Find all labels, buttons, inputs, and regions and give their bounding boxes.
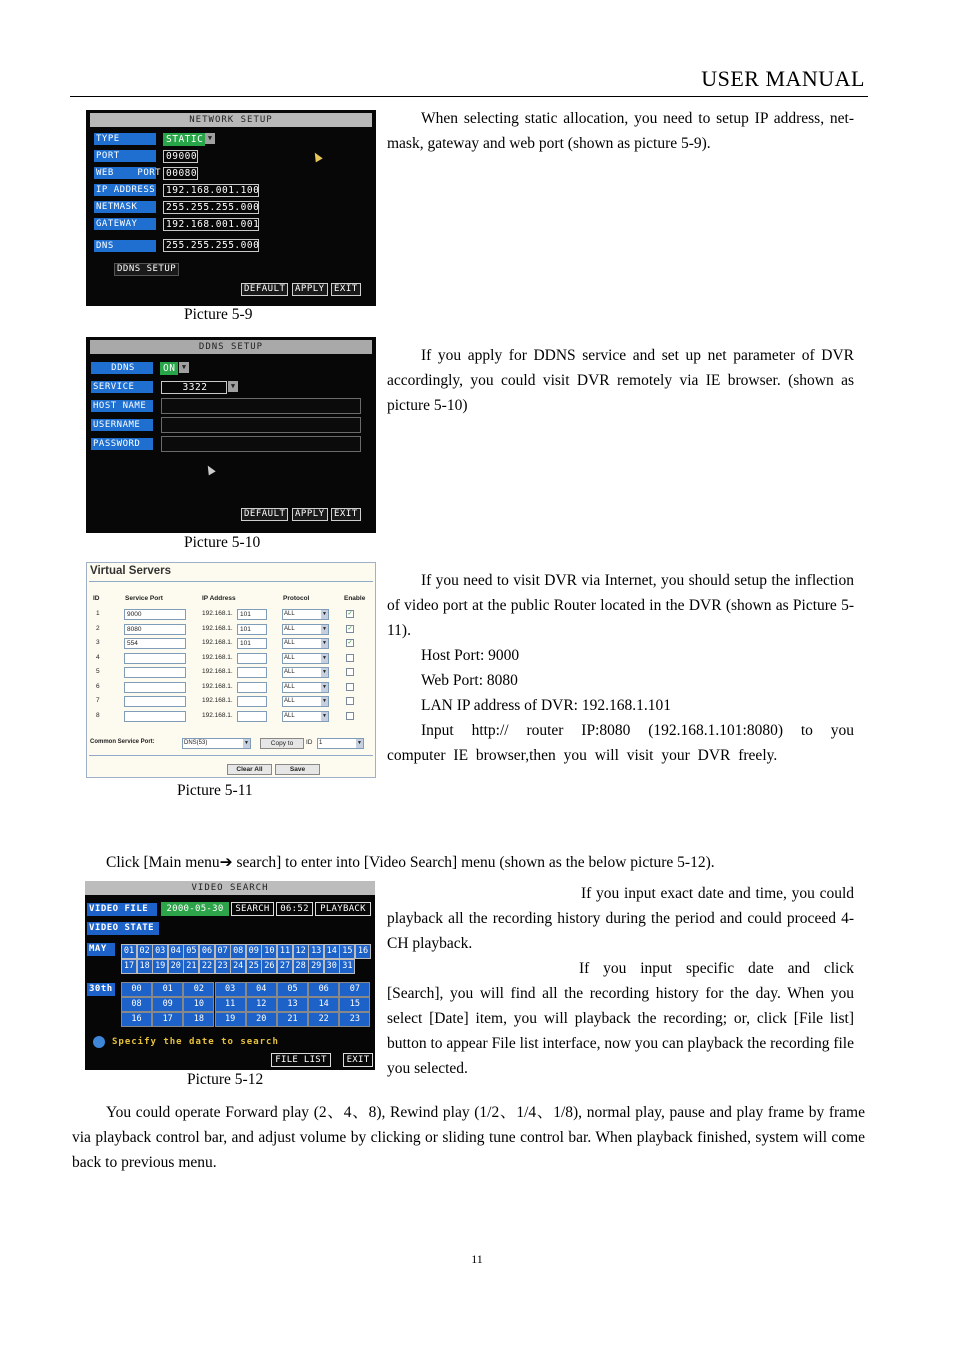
ip-suffix-input: 101 <box>237 624 267 635</box>
copy-to-button: Copy to <box>260 738 304 749</box>
ddns-setup-screenshot <box>86 337 376 533</box>
type-value: STATIC <box>163 133 205 146</box>
enable-checkbox: ✓ <box>347 625 353 632</box>
protocol-value: ALL <box>284 712 295 719</box>
enable-checkbox: ✓ <box>347 640 353 646</box>
dropdown-arrow-icon: ▼ <box>357 740 362 746</box>
password-label: PASSWORD <box>91 438 153 450</box>
dropdown-arrow-icon: ▼ <box>244 740 249 746</box>
hour-cell: 10 <box>183 997 214 1012</box>
enable-checkbox <box>346 697 354 705</box>
hour-cell: 18 <box>183 1012 214 1027</box>
paragraph-static-allocation <box>387 106 854 156</box>
calendar-day: 11 <box>277 944 293 959</box>
type-label: TYPE <box>94 133 156 145</box>
calendar-day: 03 <box>152 944 168 959</box>
dropdown-arrow-icon: ▼ <box>322 698 327 704</box>
web-port-label: WEB PORT <box>96 168 162 178</box>
caption-picture-5-11: Picture 5-11 <box>177 782 253 799</box>
calendar-day: 19 <box>152 959 168 974</box>
video-search-screenshot <box>85 881 375 1070</box>
playback-button: PLAYBACK <box>315 902 371 916</box>
calendar-day: 15 <box>339 944 355 959</box>
calendar-day: 31 <box>339 959 355 974</box>
gateway-label: GATEWAY <box>94 218 156 230</box>
apply-button: APPLY <box>292 283 328 296</box>
calendar-day: 14 <box>324 944 340 959</box>
hour-cell: 16 <box>121 1012 152 1027</box>
calendar-day: 26 <box>261 959 277 974</box>
hour-cell: 04 <box>246 982 277 997</box>
row-id: 2 <box>96 624 100 632</box>
calendar-day: 02 <box>137 944 153 959</box>
ip-suffix-input <box>237 682 267 693</box>
ip-prefix: 192.168.1. <box>202 711 233 719</box>
protocol-select <box>282 624 329 635</box>
dropdown-arrow-icon: ▼ <box>322 712 327 719</box>
ip-prefix: 192.168.1. <box>202 610 233 617</box>
search-button: SEARCH <box>231 902 274 916</box>
host-name-label: HOST NAME <box>91 400 153 412</box>
ddns-value: ON <box>160 362 178 375</box>
selected-day-label: 30th <box>87 983 115 996</box>
service-port-input <box>124 696 186 707</box>
caption-picture-5-9: Picture 5-9 <box>184 306 253 323</box>
calendar-day: 22 <box>199 959 215 974</box>
ip-suffix-input <box>237 696 267 707</box>
id-value: 1 <box>319 740 323 746</box>
protocol-select <box>282 667 329 678</box>
clear-all-button: Clear All <box>227 764 272 775</box>
netmask-value: 255.255.255.000 <box>163 201 259 214</box>
header-enable: Enable <box>344 595 366 602</box>
calendar-day: 12 <box>293 944 309 959</box>
apply-button: APPLY <box>292 508 328 521</box>
calendar-day: 13 <box>308 944 324 959</box>
exit-button: EXIT <box>331 508 361 521</box>
hour-cell: 06 <box>308 982 339 997</box>
hour-cell: 21 <box>277 1012 308 1027</box>
row-id: 7 <box>96 697 100 704</box>
video-search-title: VIDEO SEARCH <box>85 881 375 895</box>
date-field: 2000-05-30 <box>161 902 229 916</box>
header-id: ID <box>93 595 100 602</box>
caption-picture-5-12: Picture 5-12 <box>187 1071 264 1088</box>
web-port-text: Web Port: 8080 <box>421 672 518 689</box>
paragraph-playback-controls <box>72 1100 865 1175</box>
service-port-input: 9000 <box>124 609 186 620</box>
ddns-label: DDNS <box>91 362 153 374</box>
hour-cell: 19 <box>215 1012 246 1027</box>
service-label: SERVICE <box>91 381 153 393</box>
calendar-day: 07 <box>215 944 231 959</box>
hour-cell: 08 <box>121 997 152 1012</box>
password-field <box>161 436 361 452</box>
month-label: MAY <box>87 943 115 956</box>
service-port-input: 554 <box>124 638 186 649</box>
hour-cell: 14 <box>308 997 339 1012</box>
hour-cell: 05 <box>277 982 308 997</box>
protocol-value: ALL <box>284 625 295 632</box>
network-setup-screenshot <box>86 110 376 306</box>
calendar-day: 25 <box>246 959 262 974</box>
ddns-setup-button: DDNS SETUP <box>114 263 179 276</box>
hour-cell: 07 <box>339 982 370 997</box>
exit-button: EXIT <box>331 283 361 296</box>
row-id: 1 <box>96 610 100 617</box>
enable-checkbox <box>346 654 354 662</box>
netmask-label: NETMASK <box>94 201 156 213</box>
hour-cell: 03 <box>215 982 246 997</box>
calendar-day: 08 <box>230 944 246 959</box>
calendar-day: 30 <box>324 959 340 974</box>
protocol-select <box>282 609 329 620</box>
protocol-value: ALL <box>284 654 295 661</box>
file-list-button: FILE LIST <box>271 1053 331 1067</box>
calendar-day: 21 <box>183 959 199 974</box>
enable-checkbox <box>346 683 354 691</box>
hour-cell: 12 <box>246 997 277 1012</box>
main-menu-search-instruction: Click [Main menu➔ search] to enter into [Video Search] menu (shown as the below picture 5-12). <box>106 854 715 871</box>
video-state-label: VIDEO STATE <box>87 922 159 935</box>
calendar-day: 16 <box>355 944 371 959</box>
service-dropdown-icon: ▼ <box>228 381 238 392</box>
common-port-select <box>182 738 251 749</box>
dropdown-arrow-icon: ▼ <box>322 611 327 617</box>
default-button: DEFAULT <box>241 283 288 296</box>
row-id: 5 <box>96 668 100 675</box>
ip-prefix: 192.168.1. <box>202 682 233 690</box>
search-hint: Specify the date to search <box>112 1037 279 1047</box>
virtual-servers-screenshot <box>86 562 376 778</box>
ip-suffix-input: 101 <box>237 638 267 649</box>
protocol-select <box>282 638 329 649</box>
calendar-day: 20 <box>168 959 184 974</box>
ddns-dropdown-icon: ▼ <box>179 362 189 373</box>
calendar-day: 23 <box>215 959 231 974</box>
exit-button: EXIT <box>343 1053 373 1067</box>
calendar-day: 29 <box>308 959 324 974</box>
service-port-input <box>124 682 186 693</box>
dns-value: 255.255.255.000 <box>163 239 259 252</box>
default-button: DEFAULT <box>241 508 288 521</box>
web-port-value: 00080 <box>163 167 198 180</box>
enable-checkbox: ✓ <box>347 611 353 617</box>
enable-checkbox <box>346 668 354 676</box>
footer-divider <box>89 755 373 756</box>
page-header-title: USER MANUAL <box>701 66 865 91</box>
hour-cell: 17 <box>152 1012 183 1027</box>
save-button: Save <box>275 764 320 775</box>
calendar-day: 24 <box>230 959 246 974</box>
enable-checkbox <box>346 712 354 720</box>
hour-cell: 11 <box>215 997 246 1012</box>
page-number: 11 <box>471 1252 483 1266</box>
host-port-text: Host Port: 9000 <box>421 647 520 664</box>
port-value: 09000 <box>163 150 198 163</box>
protocol-select <box>282 711 329 722</box>
header-protocol: Protocol <box>283 595 310 602</box>
video-search-text-1: If you input exact date and time, you could playback all the recording history during the period and could proceed 4-CH playback. <box>387 885 854 952</box>
common-port-label: Common Service Port: <box>90 739 155 745</box>
id-select <box>317 738 364 749</box>
hour-cell: 00 <box>121 982 152 997</box>
video-file-label: VIDEO FILE <box>87 903 157 916</box>
header-service-port: Service Port <box>125 595 163 602</box>
hour-cell: 01 <box>152 982 183 997</box>
header-ip-address: IP Address <box>202 595 236 602</box>
protocol-select <box>282 696 329 707</box>
calendar-day: 06 <box>199 944 215 959</box>
caption-picture-5-10: Picture 5-10 <box>184 534 261 551</box>
row-id: 6 <box>96 682 100 690</box>
calendar-day: 05 <box>183 944 199 959</box>
globe-icon <box>93 1036 105 1048</box>
service-port-input <box>124 653 186 664</box>
calendar-day: 01 <box>121 944 137 959</box>
ddns-text: If you apply for DDNS service and set up net parameter of DVR accordingly, you could visit DVR remotely via IE browser. (shown as picture 5-10) <box>387 347 854 414</box>
playback-controls-text: You could operate Forward play (2、4、8), Rewind play (1/2、1/4、1/8), normal play, pause and play frame by frame via playback control bar, and adjust volume by clicking or sliding tune control bar. When playback finished, system will come back to previous menu. <box>72 1104 865 1171</box>
ip-address-label: IP ADDRESS <box>96 185 156 195</box>
calendar-day: 09 <box>246 944 262 959</box>
hour-cell: 02 <box>183 982 214 997</box>
type-dropdown-icon: ▼ <box>205 133 215 144</box>
dropdown-arrow-icon: ▼ <box>322 683 327 690</box>
video-search-text-2: If you input specific date and click [Search], you will find all the recording history for the day. When you select [Date] item, you will playback the recording; or, click [File list] button to appear File list interface, now you can playback the recording file you selected. <box>387 960 854 1077</box>
ip-prefix: 192.168.1. <box>202 668 233 675</box>
virtual-servers-text: If you need to visit DVR via Internet, you should setup the inflection of video port at the public Router located in the DVR (shown as Picture 5-11). <box>387 572 854 639</box>
row-id: 4 <box>96 653 100 661</box>
ip-suffix-input: 101 <box>237 609 267 620</box>
hour-cell: 09 <box>152 997 183 1012</box>
ip-suffix-input <box>237 711 267 722</box>
mouse-cursor-icon <box>204 464 215 476</box>
port-label: PORT <box>94 150 156 162</box>
ip-suffix-input <box>237 667 267 678</box>
paragraph-virtual-servers <box>387 568 854 768</box>
calendar-day: 17 <box>121 959 137 974</box>
ip-prefix: 192.168.1. <box>202 639 233 646</box>
protocol-value: ALL <box>284 669 295 675</box>
dropdown-arrow-icon: ▼ <box>322 625 327 632</box>
calendar-day: 10 <box>261 944 277 959</box>
mouse-cursor-icon <box>311 151 322 163</box>
calendar-day: 18 <box>137 959 153 974</box>
title-divider <box>89 581 373 582</box>
hour-cell: 15 <box>339 997 370 1012</box>
protocol-value: ALL <box>284 611 295 617</box>
ip-prefix: 192.168.1. <box>202 653 233 661</box>
service-port-input: 8080 <box>124 624 186 635</box>
protocol-value: ALL <box>284 683 295 690</box>
calendar-day: 04 <box>168 944 184 959</box>
service-value: 3322 <box>161 381 227 394</box>
ip-address-value: 192.168.001.100 <box>163 184 259 197</box>
ddns-setup-title: DDNS SETUP <box>90 340 372 354</box>
row-id: 3 <box>96 639 100 646</box>
ip-prefix: 192.168.1. <box>202 697 233 704</box>
common-port-value: DNS(53) <box>184 740 208 746</box>
network-setup-title: NETWORK SETUP <box>90 113 372 127</box>
hour-cell: 23 <box>339 1012 370 1027</box>
username-label: USERNAME <box>91 419 153 431</box>
paragraph-ddns <box>387 343 854 418</box>
hour-cell: 13 <box>277 997 308 1012</box>
virtual-servers-title: Virtual Servers <box>90 565 171 577</box>
protocol-select <box>282 653 329 664</box>
service-port-input <box>124 667 186 678</box>
dns-label: DNS <box>94 240 156 252</box>
static-allocation-text: When selecting static allocation, you need to setup IP address, net-mask, gateway and web port (shown as picture 5-9). <box>387 110 854 152</box>
protocol-value: ALL <box>284 698 295 704</box>
protocol-select <box>282 682 329 693</box>
calendar-day: 28 <box>293 959 309 974</box>
id-label: ID <box>306 739 313 746</box>
hour-cell: 20 <box>246 1012 277 1027</box>
dropdown-arrow-icon: ▼ <box>322 669 327 675</box>
time-field: 06:52 <box>276 902 313 916</box>
host-name-field <box>161 398 361 414</box>
username-field <box>161 417 361 433</box>
gateway-value: 192.168.001.001 <box>163 218 259 231</box>
lan-ip-text: LAN IP address of DVR: 192.168.1.101 <box>421 697 671 714</box>
hour-cell: 22 <box>308 1012 339 1027</box>
dropdown-arrow-icon: ▼ <box>322 654 327 661</box>
row-id: 8 <box>96 711 100 719</box>
protocol-value: ALL <box>284 640 295 646</box>
header-rule <box>70 96 868 97</box>
service-port-input <box>124 711 186 722</box>
ip-suffix-input <box>237 653 267 664</box>
calendar-day: 27 <box>277 959 293 974</box>
dropdown-arrow-icon: ▼ <box>322 640 327 646</box>
input-url-text: Input http:// router IP:8080 (192.168.1.101:8080) to you computer IE browser,then you will visit your DVR freely. <box>387 722 854 764</box>
ip-prefix: 192.168.1. <box>202 624 233 632</box>
paragraph-video-search <box>387 881 854 1081</box>
